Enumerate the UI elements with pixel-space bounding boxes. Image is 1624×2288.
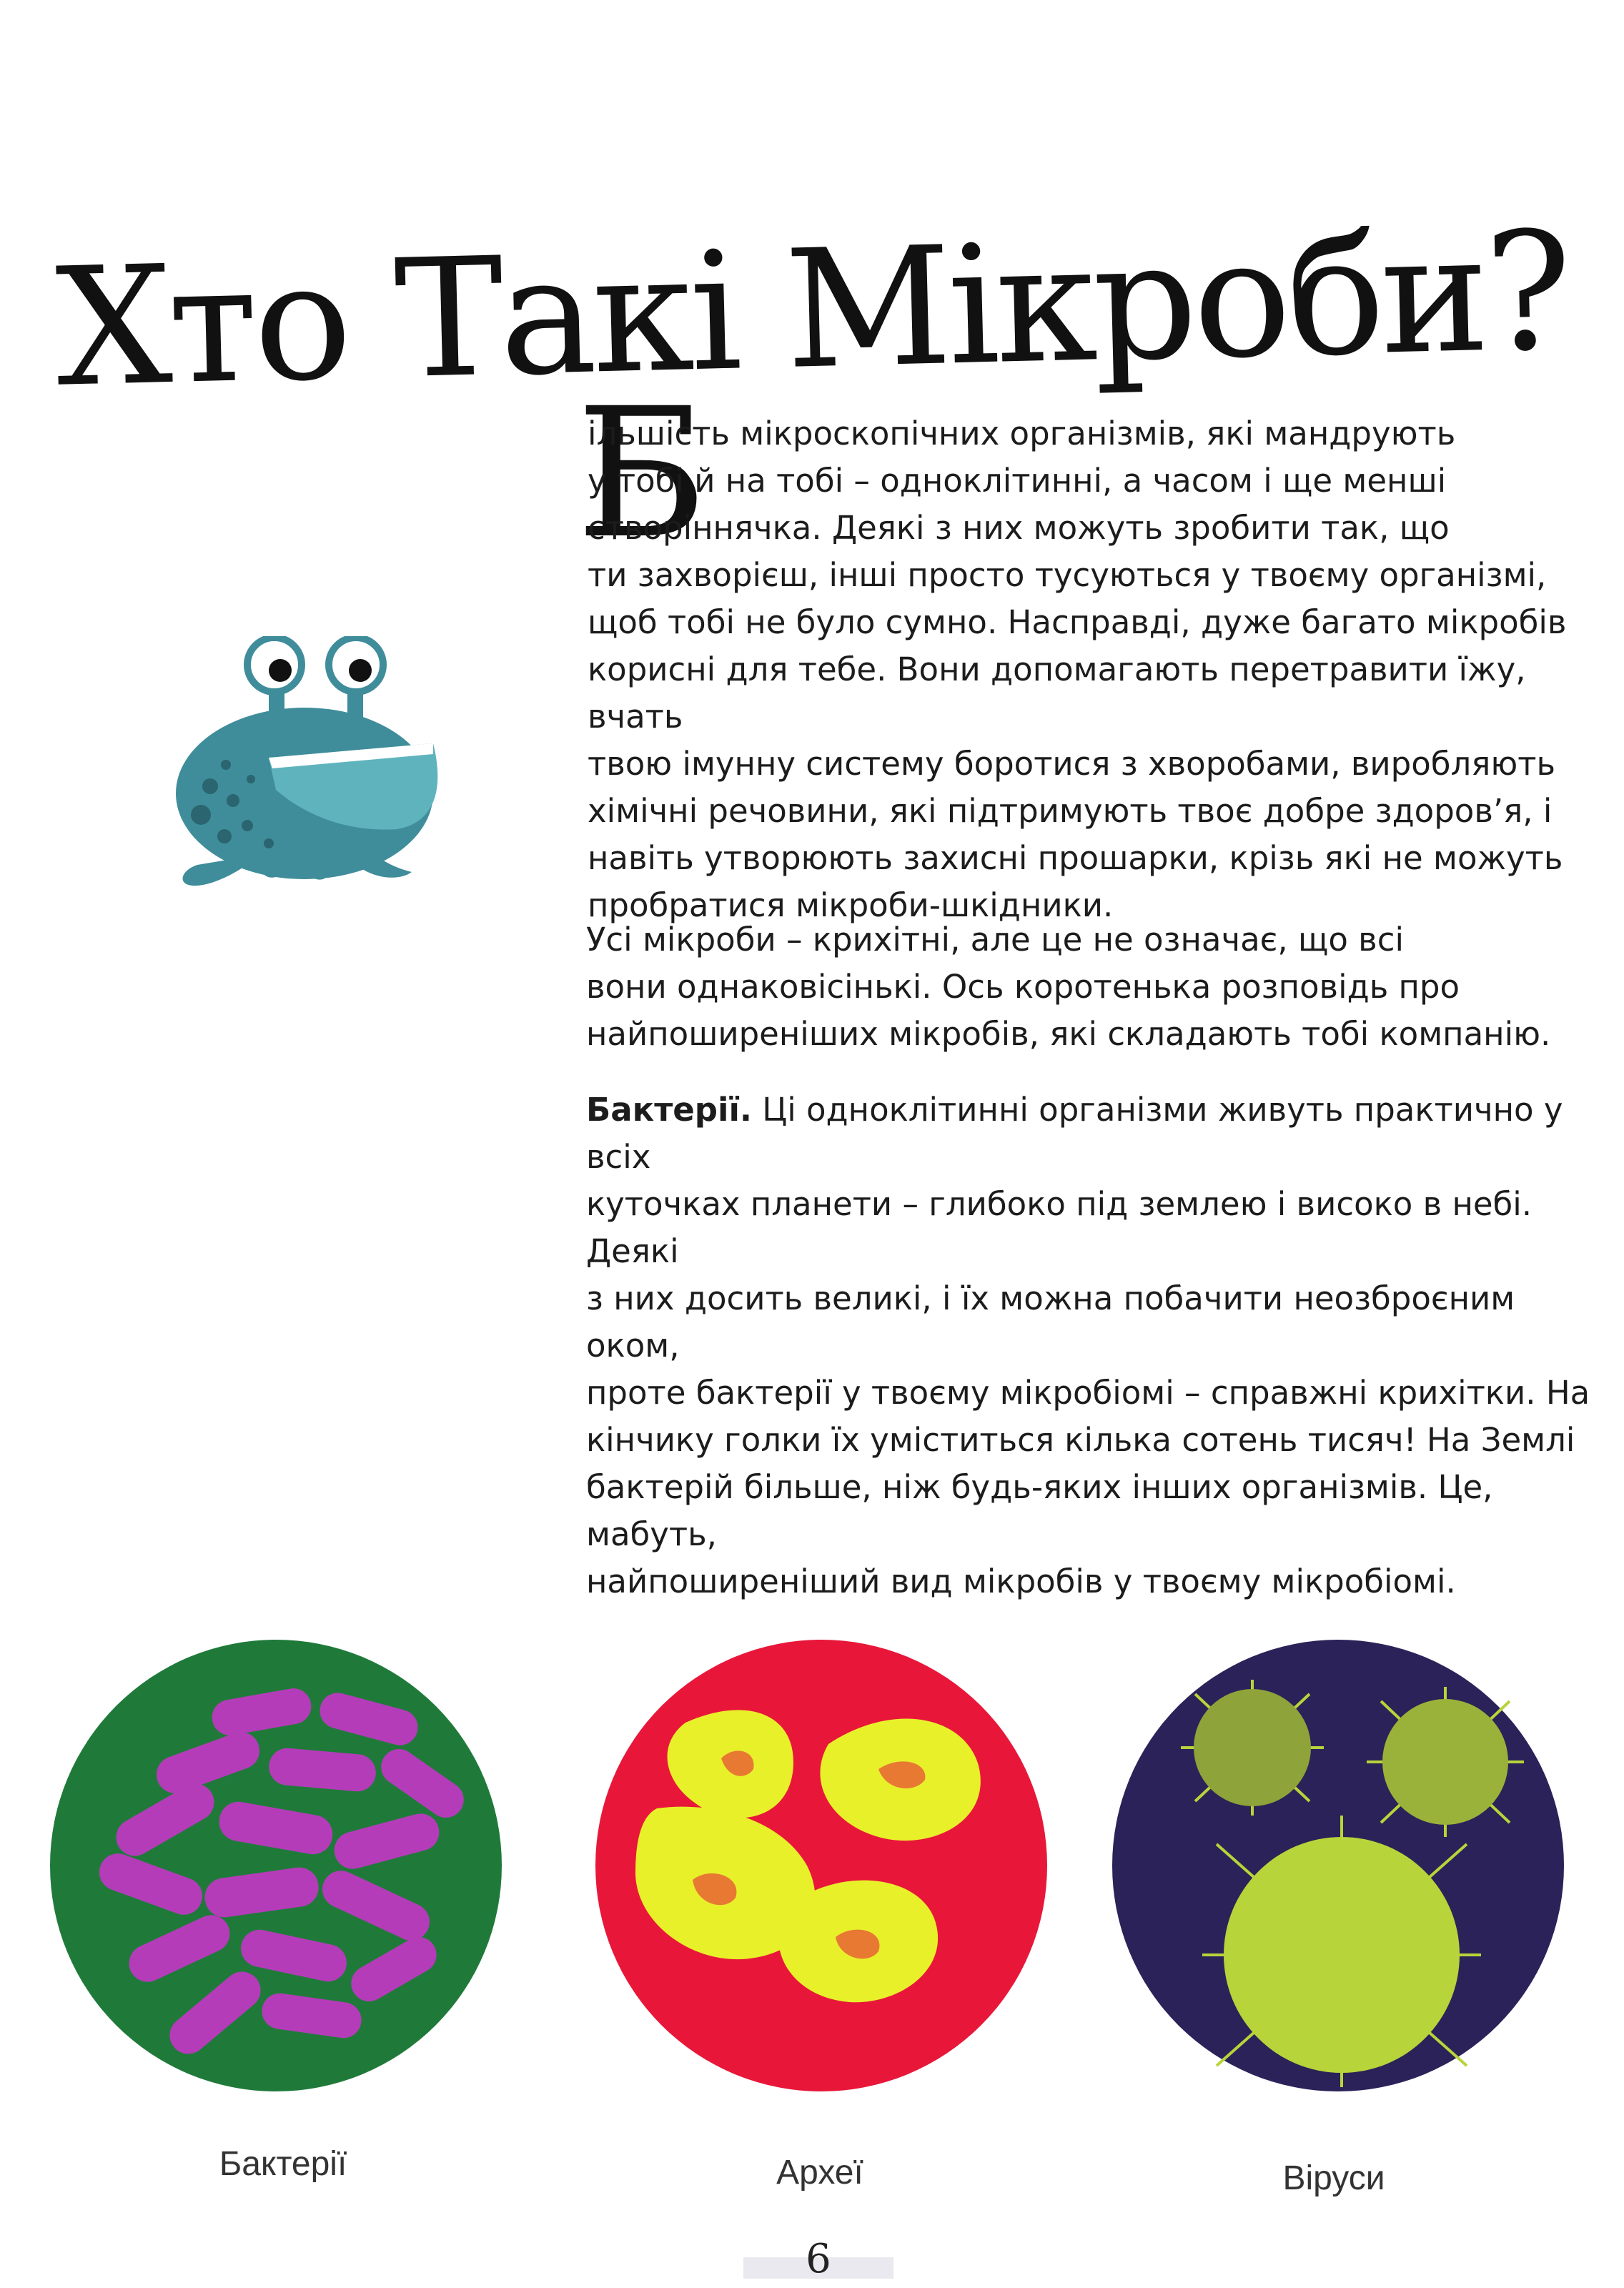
page-title: Хто Такі Мікроби? xyxy=(54,195,1570,423)
monster-mascot-icon xyxy=(169,636,440,893)
archaea-illustration-icon xyxy=(593,1637,1050,2094)
bacteria-paragraph xyxy=(586,1086,1608,1605)
intro-paragraph: ільшість мікроскопічних організмів, які мандрують у тобі й на тобі – одноклітинні, а часом і ще менші створіннячка. Деякі з них можуть зробити так, що ти захворієш, інші просто тусуються у твоєму організмі, щоб тобі не було сумно. Насправді, дуже багато мікробів корисні для тебе. Вони допомагають перетравити їжу, вчать твою імунну систему боротися з хворобами, виробляють хімічні речовини, які підтримують твоє добре здоров’я, і навіть утворюють захисні прошарки, крізь які не можуть пробратися мікроби-шкідники. xyxy=(588,415,1567,924)
bacteria-term: Бактерії. xyxy=(586,1091,752,1129)
page-number: 6 xyxy=(806,2236,831,2282)
virus-label: Віруси xyxy=(1282,2159,1385,2197)
bacteria-description: Ці одноклітинні організми живуть практично у всіх куточках планети – глибоко під землею і високо в небі. Деякі з них досить великі, і їх можна побачити неозброєним оком, проте бактерії у твоєму мікробіомі – справжні крихітки. На кінчику голки їх уміститься кілька сотень тисяч! На Землі бактерій більше, ніж будь-яких інших організмів. Це, мабуть, найпоширеніший вид мікробів у твоєму мікробіомі. xyxy=(586,1091,1590,1600)
bacteria-illustration-icon xyxy=(47,1637,505,2094)
microbes-paragraph: Усі мікроби – крихітні, але це не означає, що всі вони однаковісінькі. Ось коротенька розповідь про найпоширеніших мікробів, які складають тобі компанію. xyxy=(586,921,1551,1053)
virus-illustration-icon xyxy=(1109,1637,1567,2094)
drop-cap: Б xyxy=(576,370,708,578)
archaea-label: Археї xyxy=(776,2154,863,2192)
bacteria-label: Бактерії xyxy=(219,2145,347,2183)
